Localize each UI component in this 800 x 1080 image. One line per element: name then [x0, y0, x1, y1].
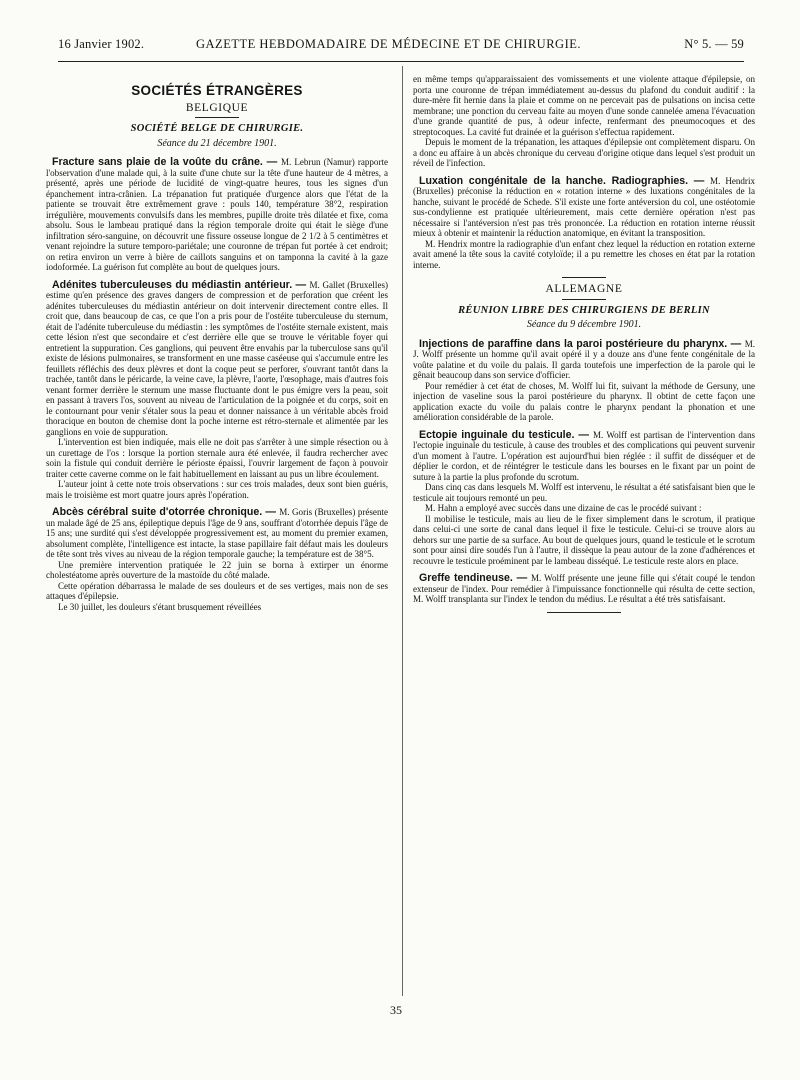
short-rule [562, 277, 606, 278]
article-paragraph: M. Hahn a employé avec succès dans une dizaine de cas le procédé suivant : [425, 503, 702, 513]
article-text: M. Wolff est partisan de l'intervention dans l'ectopie inguinale du testicule, à cause des troubles et des complications qui peuvent survenir d'un moment à l'autre. L'opération est aujourd'hui bien réglée : il suffit de disséquer et de déplier le cordon, et de réintégrer le testicule dans les bourses en le fixant par un point de suture à la partie la plus profonde du scrotum. [413, 429, 755, 482]
article-paragraph: Cette opération débarrassa le malade de ses douleurs et de ses vertiges, mais non de ses attaques d'épilepsie. [46, 580, 388, 601]
article-ectopie-testicule [413, 430, 755, 567]
article-text: M. Hendrix (Bruxelles) préconise la réduction en « rotation interne » des luxations congénitales de la hanche, suivant le procédé de Schede. S'il existe une forte antéversion du col, une ostéotomie sus-condylienne est pratiquée ultérieurement, mais cette dernière opération n'est pas nécessaire si l'antéversion n'est pas très prononcée. La réduction en rotation interne réussit mieux à obtenir et maintenir la réduction anatomique, en évitant la transposition. [413, 175, 755, 238]
article-text: M. Gallet (Bruxelles) estime qu'en présence des graves dangers de compression et de perforation que créent les adénites tuberculeuses du médiastin antérieur on doit intervenir directement contre elles. Il croit que, dans beaucoup de cas, ce que l'on a pris pour de l'ostéite tuberculeuse du sternum, était de l'adénite tuberculeuse du médiastin : les symptômes de l'ostéite sternale existent, mais cette lésion n'est que secondaire et c'est derrière elle que se trouve le véritable foyer qui entretient la suppuration. Ces ganglions, qui peuvent être envahis par la tuberculose sans qu'il existe de lésions pulmonaires, se transforment en une masse caséeuse qui s'accumule entre les feuillets réfléchis des deux plèvres et dont la coque peut se perforer, s'ouvrant tantôt dans la trachée, tantôt dans le péricarde, la veine cave, la plèvre, l'aorte, l'œsophage, mais d'autres fois venant former derrière le sternum une masse fluctuante dont le pus émigre vers la peau, soit en passant à travers l'os, souvent au niveau de l'articulation de la poignée et du corps, soit en le contournant pour venir s'étaler sous la peau et donner naissance à un véritable abcès froid thoracique en bouton de chemise dont la poche interne est rétro-sternale et alimentée par les ganglions en voie de suppuration. [46, 279, 388, 437]
article-injections-paraffine [413, 339, 755, 423]
article-luxation-hanche [413, 176, 755, 271]
running-head-issue: N° 5. — 59 [684, 37, 744, 51]
article-fracture-crane [46, 157, 388, 273]
article-heading: Greffe tendineuse. — [419, 572, 531, 584]
society-name-belgique: SOCIÉTÉ BELGE DE CHIRURGIE. [130, 123, 304, 134]
short-rule [562, 299, 606, 300]
article-paragraph: Le 30 juillet, les douleurs s'étant brusquement réveillées [58, 601, 262, 612]
page-number: 35 [390, 1003, 402, 1017]
article-paragraph: Pour remédier à cet état de choses, M. Wolff lui fit, suivant la méthode de Gersuny, une injection de vaseline sous la paroi postérieure du pharynx. Il obtint de cette façon une application exacte du voile du palais contre le pharynx pendant la phonation et une amélioration considérable de la parole. [413, 380, 755, 422]
article-heading: Injections de paraffine dans la paroi postérieure du pharynx. — [419, 337, 745, 350]
article-greffe-tendineuse [413, 573, 755, 605]
article-paragraph: M. Hendrix montre la radiographie d'un enfant chez lequel la réduction en rotation externe avait amené la tête sous la cavité cotyloïde; il a pu remettre les choses en état par la rotation interne. [413, 238, 755, 270]
seance-date-allemagne: Séance du 9 décembre 1901. [526, 319, 642, 330]
article-heading: Adénites tuberculeuses du médiastin antérieur. — [52, 278, 310, 291]
left-column [46, 74, 388, 1000]
end-rule [547, 612, 621, 613]
short-rule [195, 117, 239, 118]
column-divider [402, 66, 403, 996]
article-heading: Abcès cérébral suite d'otorrée chronique. — [52, 506, 280, 518]
article-paragraph: L'intervention est bien indiquée, mais elle ne doit pas s'arrêter à une simple résection ou à un curettage de l'os : lorsque la portion sternale aura été enlevée, il faudra rechercher avec soin la fistule qui conduit derrière le périoste épaissi, l'ouvrir largement de façon à pouvoir traiter cette caverne comme on le fait habituellement en laissant au pus un libre écoulement. [46, 437, 388, 479]
article-text: M. J. Wolff présente un homme qu'il avait opéré il y a douze ans d'une fente congénitale de la voûte palatine et du voile du palais. Il garda toutefois une imperfection de la parole qui le gênait beaucoup dans son service d'officier. [413, 338, 755, 380]
running-head-date: 16 Janvier 1902. [58, 37, 145, 51]
article-paragraph: Dans cinq cas dans lesquels M. Wolff est intervenu, le résultat a été satisfaisant bien que le testicule ait toujours remonté un peu. [413, 482, 755, 503]
article-text: M. Wolff présente une jeune fille qui s'était coupé le tendon extenseur de l'index. Pour remédier à l'impuissance fonctionnelle qui résulta de cette section, M. Wolff transplanta sur l'index le tendon du médius. Le résultat a été très satisfaisant. [413, 573, 755, 604]
article-heading: Fracture sans plaie de la voûte du crâne. — [52, 156, 281, 168]
article-paragraph: Une première intervention pratiquée le 22 juin se borna à extirper un énorme cholestéatome après ouverture de la mastoïde du côté malade. [46, 559, 388, 580]
article-text: M. Lebrun (Namur) rapporte l'observation d'une malade qui, à la suite d'une chute sur la tête d'une hauteur de 4 mètres, a présenté, après une période de lucidité de vingt-quatre heures, tous les signes d'un épanchement intra-crânien. La trépanation fut pratiquée d'urgence alors que l'état de la patiente se trouvait être extrêmement grave : pouls 140, température 38°2, respiration irrégulière, mouvements convulsifs dans les membres, pupille droite très dilatée et fixe, coma absolu. Sous le lambeau pratiqué dans la région temporale droite qui était le siège d'une infiltration séro-sanguine, on découvrit une fissure osseuse longue de 2 1/2 à 5 centimètres et venant rejoindre la suture temporo-pariétale; une couronne de trépan fut portée à cet endroit; on retira environ un verre à bière de caillots sanguins et on tamponna la cavité à la gaze iodoformée. La guérison fut complète au bout de quelques jours. [46, 157, 388, 272]
article-abces-cerebral [46, 507, 388, 612]
article-text: M. Goris (Bruxelles) présente un malade âgé de 25 ans, épileptique depuis l'âge de 9 ans, souffrant d'otorrhée depuis l'âge de 15 ans; une surdité qui s'est développée progressivement est, au moment du premier examen, absolument complète, l'intelligence est intacte, la stase papillaire fait défaut mais les douleurs de tête sont très vives au niveau de la région temporale gauche; la température est de 38°5. [46, 507, 388, 559]
article-paragraph-continued: en même temps qu'apparaissaient des vomissements et une violente attaque d'épilepsie, on porta une couronne de trépan immédiatement au-dessus du plafond du conduit auditif : la dure-mère fit hernie dans la plaie et comme on ne percevait pas de pulsations on incisa cette membrane; une ponction du cerveau faite au moyen d'une sonde cannelée amena l'évacuation d'une grande quantité de pus, à odeur infecte, renfermant des pneumocoques et des streptocoques. La cavité fut drainée et la guérison s'effectua rapidement. [413, 74, 755, 137]
article-heading: Ectopie inguinale du testicule. — [419, 428, 593, 441]
header-rule [58, 61, 744, 62]
country-heading-allemagne: ALLEMAGNE [545, 283, 623, 295]
article-paragraph: Depuis le moment de la trépanation, les attaques d'épilepsie ont complètement disparu. On a donc eu affaire à un abcès chronique du cerveau d'origine otique dans lequel s'est produit un réveil de l'infection. [413, 137, 755, 168]
article-paragraph: Il mobilise le testicule, mais au lieu de le fixer simplement dans le scrotum, il pratique dans celui-ci une sorte de canal dans lequel il fixe le testicule. Celui-ci se trouve alors au dehors sur une partie de sa surface. Au bout de quelques jours, quand le testicule et le scrotum sont pour ainsi dire soudés l'un à l'autre, il dissèque la peau autour de la zone d'adhérences et recouvre le testicule proéminent par le lambeau disséqué. Le testicule reste alors en place. [413, 513, 755, 566]
section-title: SOCIÉTÉS ÉTRANGÈRES [131, 83, 303, 98]
running-head-journal: GAZETTE HEBDOMADAIRE DE MÉDECINE ET DE CHIRURGIE. [196, 37, 581, 51]
article-adenites [46, 280, 388, 501]
country-heading-belgique: BELGIQUE [185, 101, 249, 114]
article-paragraph: L'auteur joint à cette note trois observations : sur ces trois malades, deux sont bien guéris, mais le troisième est mort quatre jours après l'opération. [46, 479, 388, 500]
right-column [413, 74, 755, 994]
seance-date-belgique: Séance du 21 décembre 1901. [157, 137, 277, 149]
society-name-allemagne: RÉUNION LIBRE DES CHIRURGIENS DE BERLIN [458, 304, 710, 316]
article-heading: Luxation congénitale de la hanche. Radiographies. — [419, 174, 711, 187]
